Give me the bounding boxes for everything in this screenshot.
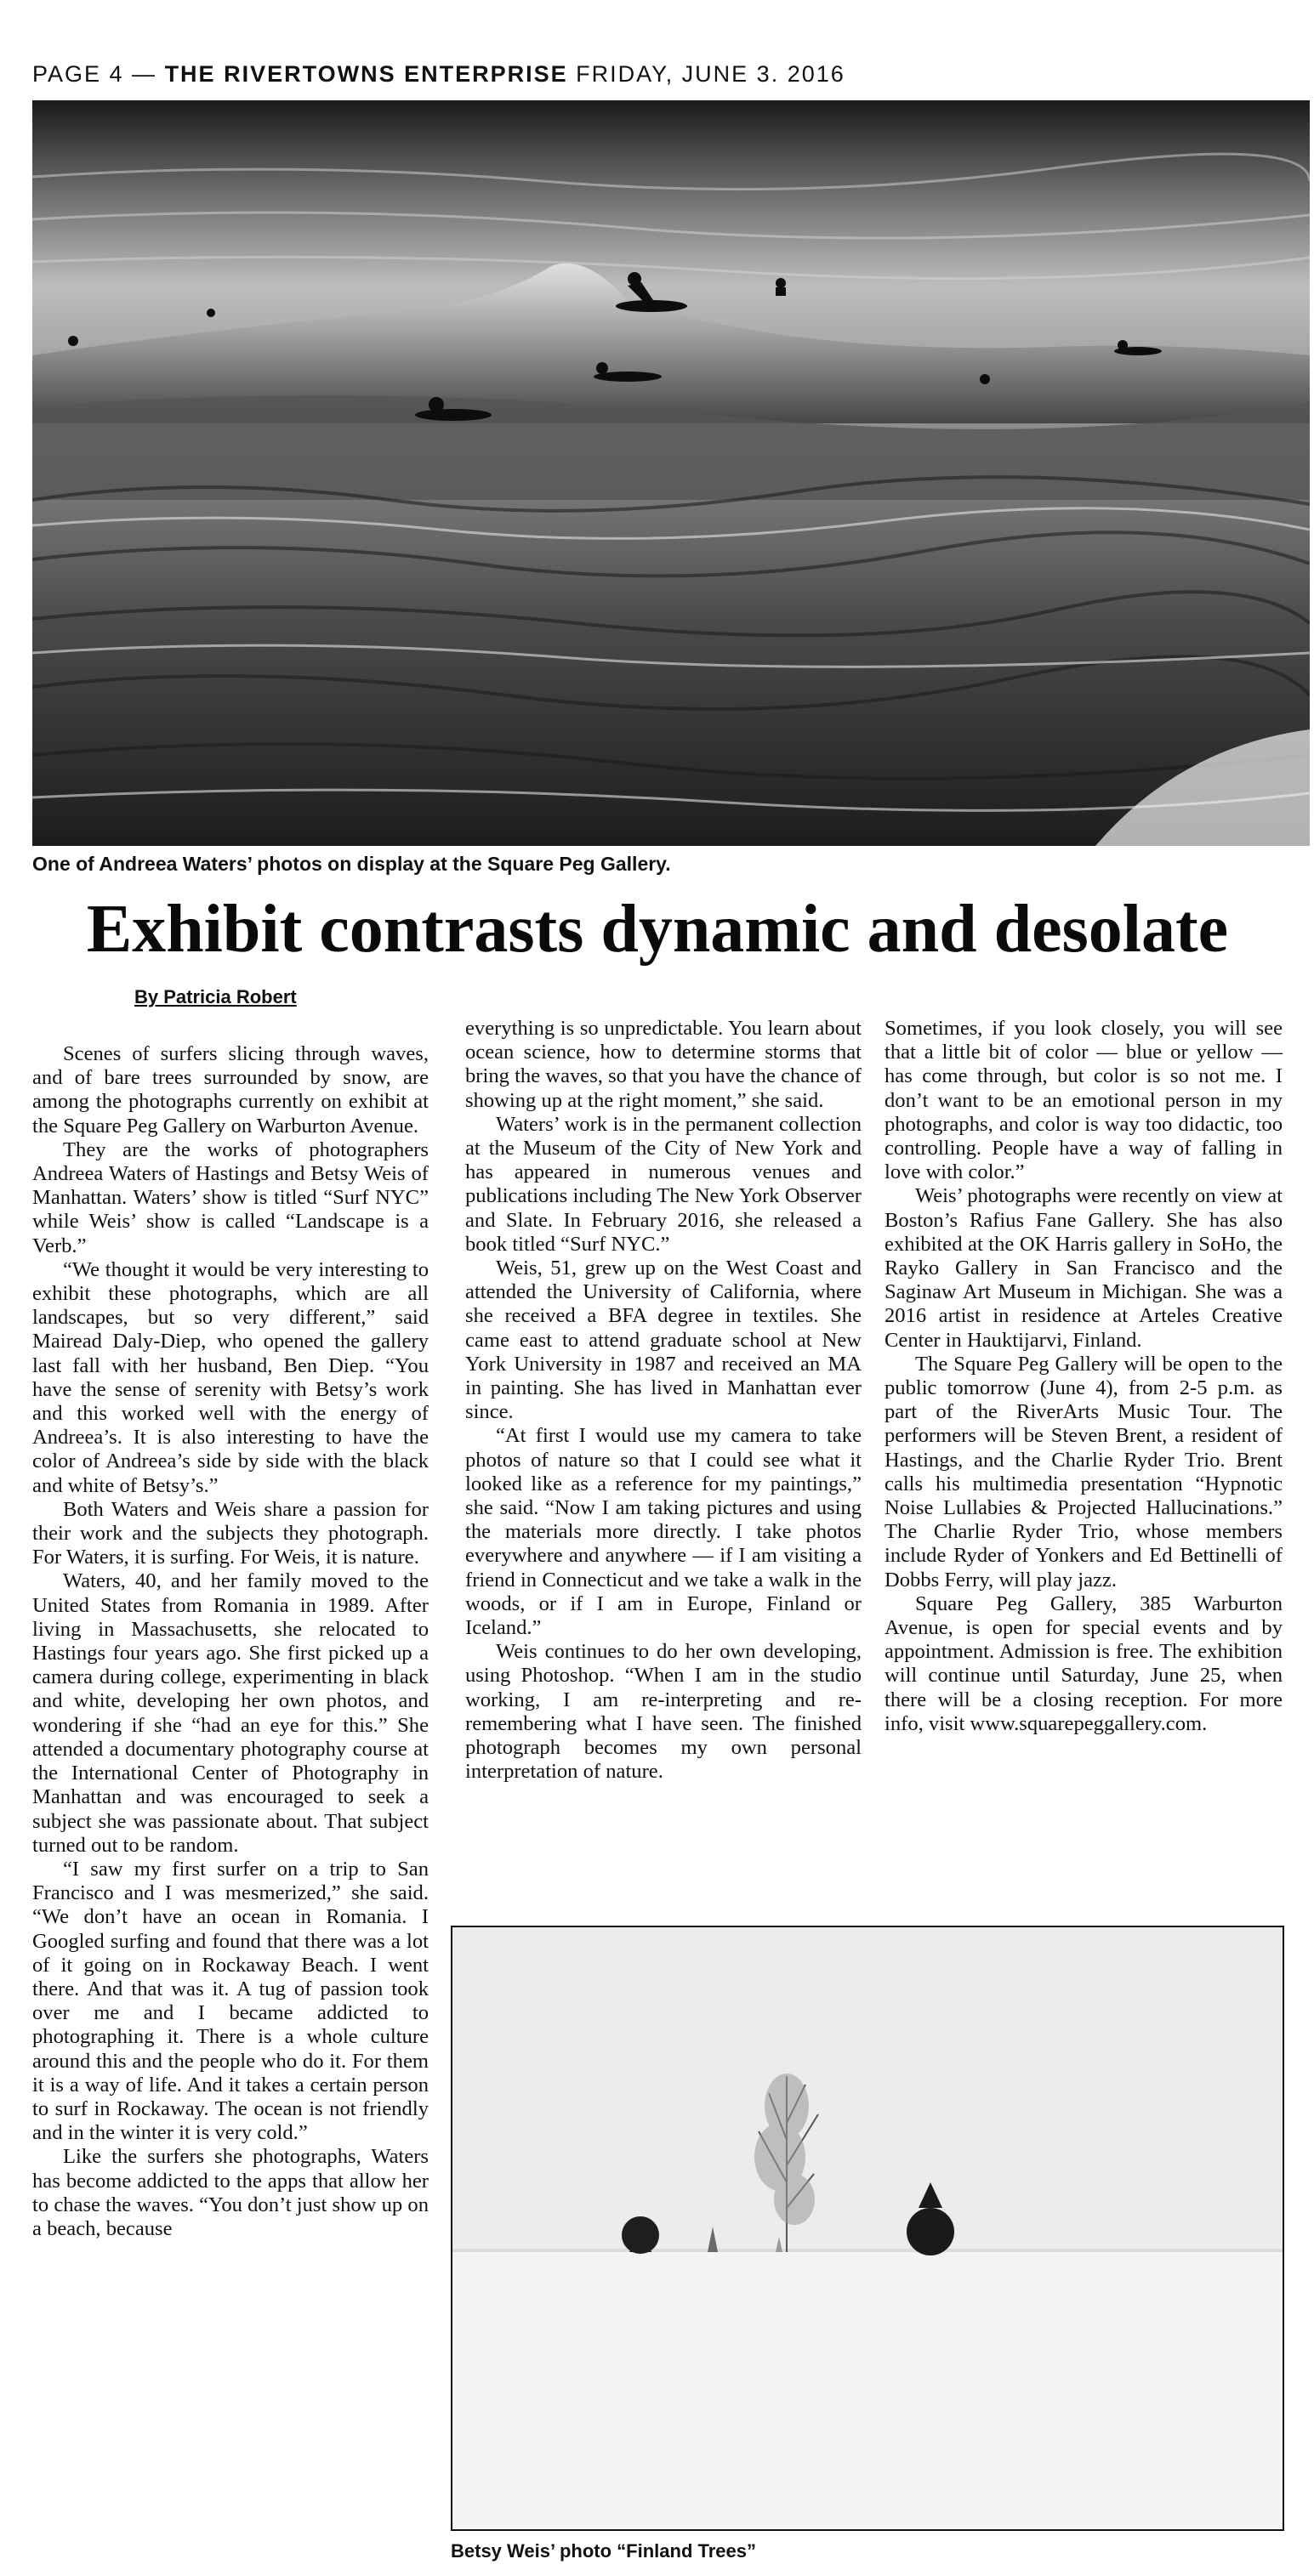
paragraph: Weis’ photographs were recently on view at Boston’s Rafius Fane Gallery. She has also exhibited at the OK Harris gallery in SoHo, the Rayko Gallery in San Francisco and the Saginaw Art Museum in Michigan. She was a 2016 artist in residence at Arteles Creative Center in Hauktijarvi, Finland.: [885, 1184, 1283, 1352]
headline: Exhibit contrasts dynamic and desolate: [86, 892, 1229, 967]
paragraph: Weis continues to do her own developing, using Photoshop. “When I am in the studio working, I am re-interpreting and re-remembering what I have seen. The finished photograph becomes my own personal interpretation of nature.: [465, 1640, 862, 1784]
finland-trees-photo: [451, 1926, 1284, 2531]
article-column-2: [465, 1017, 862, 1784]
paragraph: “I saw my first surfer on a trip to San Francisco and I was mesmerized,” she said. “We don’t have an ocean in Romania. I Googled surfing and found that there was a lot of it going on in Rockaway Beach. I went there. And that was it. A tug of passion took over me and I became addicted to photographing it. There is a whole culture around this and the people who do it. For them it is a way of life. And it takes a certain person to surf in Rockaway. The ocean is not friendly and in the winter it is very cold.”: [32, 1857, 429, 2145]
finland-trees-photo-icon: [452, 1927, 1283, 2529]
paragraph: The Square Peg Gallery will be open to the public tomorrow (June 4), from 2-5 p.m. as part of the RiverArts Music Tour. The performers will be Steven Brent, a resident of Hastings, and the Charlie Ryder Trio. Brent calls his multimedia presentation “Hypnotic Noise Lullabies & Projected Hallucinations.” The Charlie Ryder Trio, whose members include Ryder of Yonkers and Ed Bettinelli of Dobbs Ferry, will play jazz.: [885, 1352, 1283, 1592]
paragraph: Waters’ work is in the permanent collection at the Museum of the City of New York and has appeared in numerous venues and publications including The New York Observer and Slate. In February 2016, she released a book titled “Surf NYC.”: [465, 1112, 862, 1256]
surfers-ocean-photo-icon: [32, 100, 1310, 846]
paragraph: Sometimes, if you look closely, you will see that a little bit of color — blue or yellow — has come through, but color is so not me. I don’t want to be an emotional person in my photographs, and color is way too didactic, too controlling. People have a way of falling in love with color.”: [885, 1017, 1283, 1184]
paragraph: Both Waters and Weis share a passion for their work and the subjects they photograph. For Waters, it is surfing. For Weis, it is nature.: [32, 1497, 429, 1569]
paragraph: They are the works of photographers Andreea Waters of Hastings and Betsy Weis of Manhattan. Waters’ show is titled “Surf NYC” while Weis’ show is called “Landscape is a Verb.”: [32, 1138, 429, 1257]
paper-name: THE RIVERTOWNS ENTERPRISE: [164, 61, 568, 87]
paragraph: Waters, 40, and her family moved to the United States from Romania in 1989. After living in Massachusetts, she relocated to Hastings four years ago. She first picked up a camera during college, experimenting in black and white, developing her own photos, and wondering if she “had an eye for this.” She attended a documentary photography course at the International Center of Photography in Manhattan and was encouraged to seek a subject she was passionate about. That subject turned out to be random.: [32, 1569, 429, 1857]
article-column-1: [32, 1042, 429, 2241]
page-label: PAGE 4 —: [32, 61, 157, 87]
paragraph: “We thought it would be very interesting to exhibit these photographs, which are all landscapes, but so very different,” said Mairead Daly-Diep, who opened the gallery last fall with her husband, Ben Diep. “You have the sense of serenity with Betsy’s work and this worked well with the energy of Andreea’s. It is also interesting to have the color of Andreea’s side by side with the black and white of Betsy’s.”: [32, 1257, 429, 1497]
paragraph: “At first I would use my camera to take photos of nature so that I could see what it looked like as a reference for my paintings,” she said. “Now I am taking pictures and using the materials more directly. I take photos everywhere and anywhere — if I am visiting a friend in Connecticut and we take a walk in the woods, or if I am in Europe, Finland or Iceland.”: [465, 1424, 862, 1640]
surf-photo-caption: One of Andreea Waters’ photos on display at the Square Peg Gallery.: [32, 853, 671, 875]
paragraph: Like the surfers she photographs, Waters has become addicted to the apps that allow her to chase the waves. “You don’t just show up on a beach, because: [32, 2145, 429, 2240]
paragraph: Square Peg Gallery, 385 Warburton Avenue, is open for special events and by appointment. Admission is free. The exhibition will continue until Saturday, June 25, when there will be a closing reception. For more info, visit www.squarepeggallery.com.: [885, 1592, 1283, 1735]
paragraph: Weis, 51, grew up on the West Coast and attended the University of California, where she received a BFA degree in textiles. She came east to attend graduate school at New York University in 1987 and received an MA in painting. She has lived in Manhattan ever since.: [465, 1257, 862, 1424]
paragraph: Scenes of surfers slicing through waves, and of bare trees surrounded by snow, are among the photographs currently on exhibit at the Square Peg Gallery on Warburton Avenue.: [32, 1042, 429, 1138]
finland-trees-caption: Betsy Weis’ photo “Finland Trees”: [451, 2540, 757, 2562]
article-column-3: [885, 1017, 1283, 1736]
surf-photo: [32, 100, 1310, 846]
byline: By Patricia Robert: [134, 986, 297, 1007]
issue-date: FRIDAY, JUNE 3. 2016: [576, 61, 845, 87]
paragraph: everything is so unpredictable. You learn about ocean science, how to determine storms that bring the waves, so that you have the chance of showing up at the right moment,” she said.: [465, 1017, 862, 1112]
masthead: [32, 61, 845, 88]
